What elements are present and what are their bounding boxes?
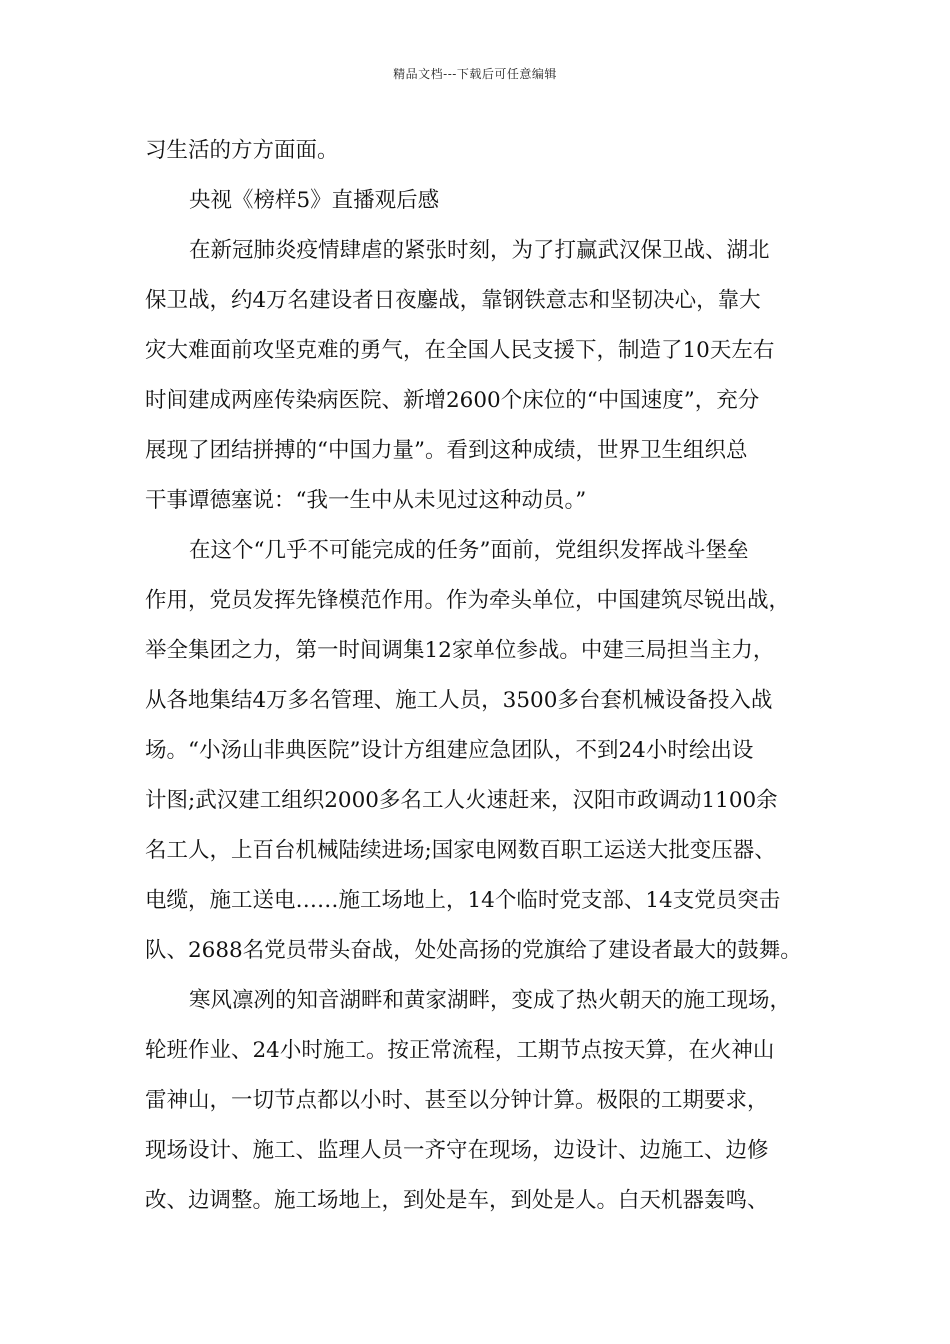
- text-line: 作用，党员发挥先锋模范作用。作为牵头单位，中国建筑尽锐出战，: [145, 588, 791, 613]
- text-line: 场。“小汤山非典医院”设计方组建应急团队，不到24小时绘出设: [145, 738, 754, 763]
- text-line: 寒风凛冽的知音湖畔和黄家湖畔，变成了热火朝天的施工现场，: [189, 988, 792, 1013]
- text-line: 改、边调整。施工场地上，到处是车，到处是人。白天机器轰鸣、: [145, 1188, 769, 1213]
- text-line: 轮班作业、24小时施工。按正常流程，工期节点按天算，在火神山: [145, 1038, 775, 1063]
- text-line: 队、2688名党员带头奋战，处处高扬的党旗给了建设者最大的鼓舞。: [145, 938, 802, 963]
- text-line: 在新冠肺炎疫情肆虐的紧张时刻，为了打赢武汉保卫战、湖北: [189, 238, 770, 263]
- page-header: 精品文档---下载后可任意编辑: [393, 67, 557, 81]
- text-line: 从各地集结4万多名管理、施工人员，3500多台套机械设备投入战: [145, 688, 773, 713]
- text-line: 央视《榜样5》直播观后感: [189, 188, 440, 213]
- text-line: 在这个“几乎不可能完成的任务”面前，党组织发挥战斗堡垒: [189, 538, 749, 563]
- text-line: 展现了团结拼搏的“中国力量”。看到这种成绩，世界卫生组织总: [145, 438, 748, 463]
- document-body: [145, 126, 811, 1226]
- text-line: 现场设计、施工、监理人员一齐守在现场，边设计、边施工、边修: [145, 1138, 769, 1163]
- text-line: 灾大难面前攻坚克难的勇气，在全国人民支援下，制造了10天左右: [145, 338, 775, 363]
- text-line: 电缆，施工送电……施工场地上，14个临时党支部、14支党员突击: [145, 888, 781, 913]
- text-line: 习生活的方方面面。: [145, 138, 339, 163]
- text-line: 名工人，上百台机械陆续进场;国家电网数百职工运送大批变压器、: [145, 838, 776, 863]
- text-line: 干事谭德塞说：“我一生中从未见过这种动员。”: [145, 488, 587, 513]
- text-line: 计图;武汉建工组织2000多名工人火速赶来，汉阳市政调动1100余: [145, 788, 778, 813]
- text-line: 保卫战，约4万名建设者日夜鏖战，靠钢铁意志和坚韧决心，靠大: [145, 288, 761, 313]
- text-line: 举全集团之力，第一时间调集12家单位参战。中建三局担当主力，: [145, 638, 775, 663]
- text-line: 时间建成两座传染病医院、新增2600个床位的“中国速度”，充分: [145, 388, 760, 413]
- text-line: 雷神山，一切节点都以小时、甚至以分钟计算。极限的工期要求，: [145, 1088, 769, 1113]
